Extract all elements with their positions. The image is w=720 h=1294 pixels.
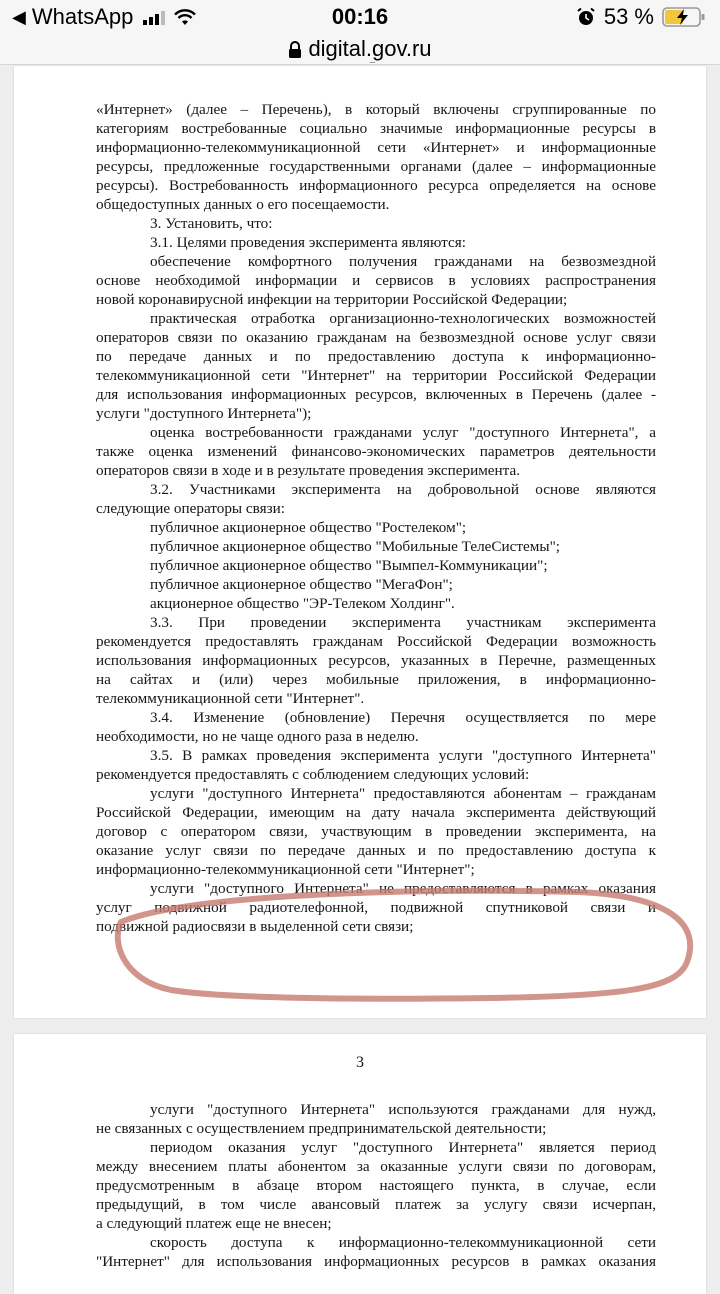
document-page <box>14 1034 706 1294</box>
text-line: ресурсы). Востребованность информационного ресурса определяется на основе <box>96 177 656 194</box>
battery-percent: 53 % <box>603 4 654 29</box>
text-line: ресурсы, предложенные государственными органами (далее – информационные <box>96 158 656 175</box>
text-line: услуги "доступного Интернета" используются гражданами для нужд, <box>150 1101 656 1118</box>
text-line: категориям востребованные социально значимые информационные ресурсы в <box>96 120 656 137</box>
page-edge-mark: ‾ <box>370 62 375 77</box>
text-line: публичное акционерное общество "Ростелеком"; <box>150 519 467 536</box>
text-line: услуги "доступного Интернета" не предоставляются в рамках оказания <box>150 880 656 897</box>
text-line: телекоммуникационной сети "Интернет" на территории Российской Федерации <box>96 367 656 384</box>
text-line: 3.4. Изменение (обновление) Перечня осуществляется по мере <box>150 709 656 726</box>
text-line: между внесением платы абонентом за оказанные услуги связи по договорам, <box>96 1158 656 1175</box>
text-line: операторов связи в ходе и в результате проведения эксперимента. <box>96 462 521 479</box>
text-line: общедоступных данных о его посещаемости. <box>96 196 390 213</box>
text-line: «Интернет» (далее – Перечень), в который включены сгруппированные по <box>96 101 656 118</box>
text-line: оказание услуг связи по передаче данных и по предоставлению доступа к <box>96 842 656 859</box>
text-line: предыдущий, в том числе авансовый платеж за услугу связи исчерпан, <box>96 1196 656 1213</box>
back-app-label: WhatsApp <box>31 4 134 29</box>
text-line: 3.1. Целями проведения эксперимента являются: <box>150 234 466 251</box>
text-line: предусмотренным в абзаце втором настоящего пункта, в случае, если <box>96 1177 656 1194</box>
clock: 00:16 <box>331 4 389 29</box>
text-line: "Интернет" для использования информационных ресурсов в рамках оказания <box>96 1253 656 1270</box>
text-line: а следующий платеж еще не внесен; <box>96 1215 332 1232</box>
lock-icon <box>288 41 302 59</box>
back-arrow-icon: ◀ <box>12 6 26 27</box>
text-line: Российской Федерации, имеющим на дату начала эксперимента действующий <box>96 804 656 821</box>
text-line: также оценка изменений финансово-экономических параметров деятельности <box>96 443 656 460</box>
text-line: 3.3. При проведении эксперимента участникам эксперимента <box>150 614 656 631</box>
text-line: публичное акционерное общество "Мобильные ТелеСистемы"; <box>150 538 561 555</box>
text-line: 3. Установить, что: <box>150 215 273 232</box>
page-number: 3 <box>356 1054 364 1071</box>
text-line: подвижной радиосвязи в выделенной сети связи; <box>96 918 414 935</box>
battery-charging-icon <box>662 6 706 28</box>
text-line: необходимости, но не чаще одного раза в неделю. <box>96 728 419 745</box>
text-line: 3.5. В рамках проведения эксперимента услуги "доступного Интернета" <box>150 747 656 764</box>
text-line: публичное акционерное общество "Вымпел-Коммуникации"; <box>150 557 548 574</box>
text-line: периодом оказания услуг "доступного Интернета" является период <box>150 1139 656 1156</box>
text-line: информационно-телекоммуникационной сети "Интернет"; <box>96 861 475 878</box>
text-line: по передаче данных и по предоставлению доступа к информационно- <box>96 348 656 365</box>
url-bar[interactable] <box>0 36 720 65</box>
url-domain: digital.gov.ru <box>308 36 432 61</box>
text-line: обеспечение комфортного получения гражданами на безвозмездной <box>150 253 656 270</box>
text-line: скорость доступа к информационно-телекоммуникационной сети <box>150 1234 656 1251</box>
status-bar <box>0 0 720 36</box>
text-line: услуг подвижной радиотелефонной, подвижной спутниковой связи и <box>96 899 656 916</box>
text-line: использования информационных ресурсов, указанных в Перечне, размещенных <box>96 652 656 669</box>
text-line: рекомендуется предоставлять с соблюдением следующих условий: <box>96 766 530 783</box>
text-line: новой коронавирусной инфекции на территории Российской Федерации; <box>96 291 568 308</box>
text-line: телекоммуникационной сети "Интернет". <box>96 690 365 707</box>
text-line: основе необходимой информации и сервисов в условиях распространения <box>96 272 656 289</box>
document-page <box>14 62 706 1018</box>
text-line: информационно-телекоммуникационной сети «Интернет» и информационные <box>96 139 656 156</box>
text-line: услуги "доступного Интернета" предоставляются абонентам – гражданам <box>150 785 656 802</box>
text-line: не связанных с осуществлением предпринимательской деятельности; <box>96 1120 547 1137</box>
text-line: акционерное общество "ЭР-Телеком Холдинг". <box>150 595 455 612</box>
text-line: практическая отработка организационно-технологических возможностей <box>150 310 656 327</box>
text-line: рекомендуется предоставлять гражданам Российской Федерации возможность <box>96 633 656 650</box>
alarm-icon <box>576 7 596 27</box>
text-line: 3.2. Участниками эксперимента на добровольной основе являются <box>150 481 656 498</box>
text-line: на сайтах и (или) через мобильные приложения, в информационно- <box>96 671 656 688</box>
text-line: для использования информационных ресурсов, включенных в Перечень (далее - <box>96 386 656 403</box>
text-line: публичное акционерное общество "МегаФон"; <box>150 576 453 593</box>
text-line: оценка востребованности гражданами услуг "доступного Интернета", а <box>150 424 656 441</box>
text-line: следующие операторы связи: <box>96 500 285 517</box>
text-line: операторов связи по оказанию гражданам на безвозмездной основе услуг связи <box>96 329 656 346</box>
text-line: услуги "доступного Интернета"); <box>96 405 312 422</box>
text-line: договор с оператором связи, участвующим в проведении эксперимента, на <box>96 823 656 840</box>
